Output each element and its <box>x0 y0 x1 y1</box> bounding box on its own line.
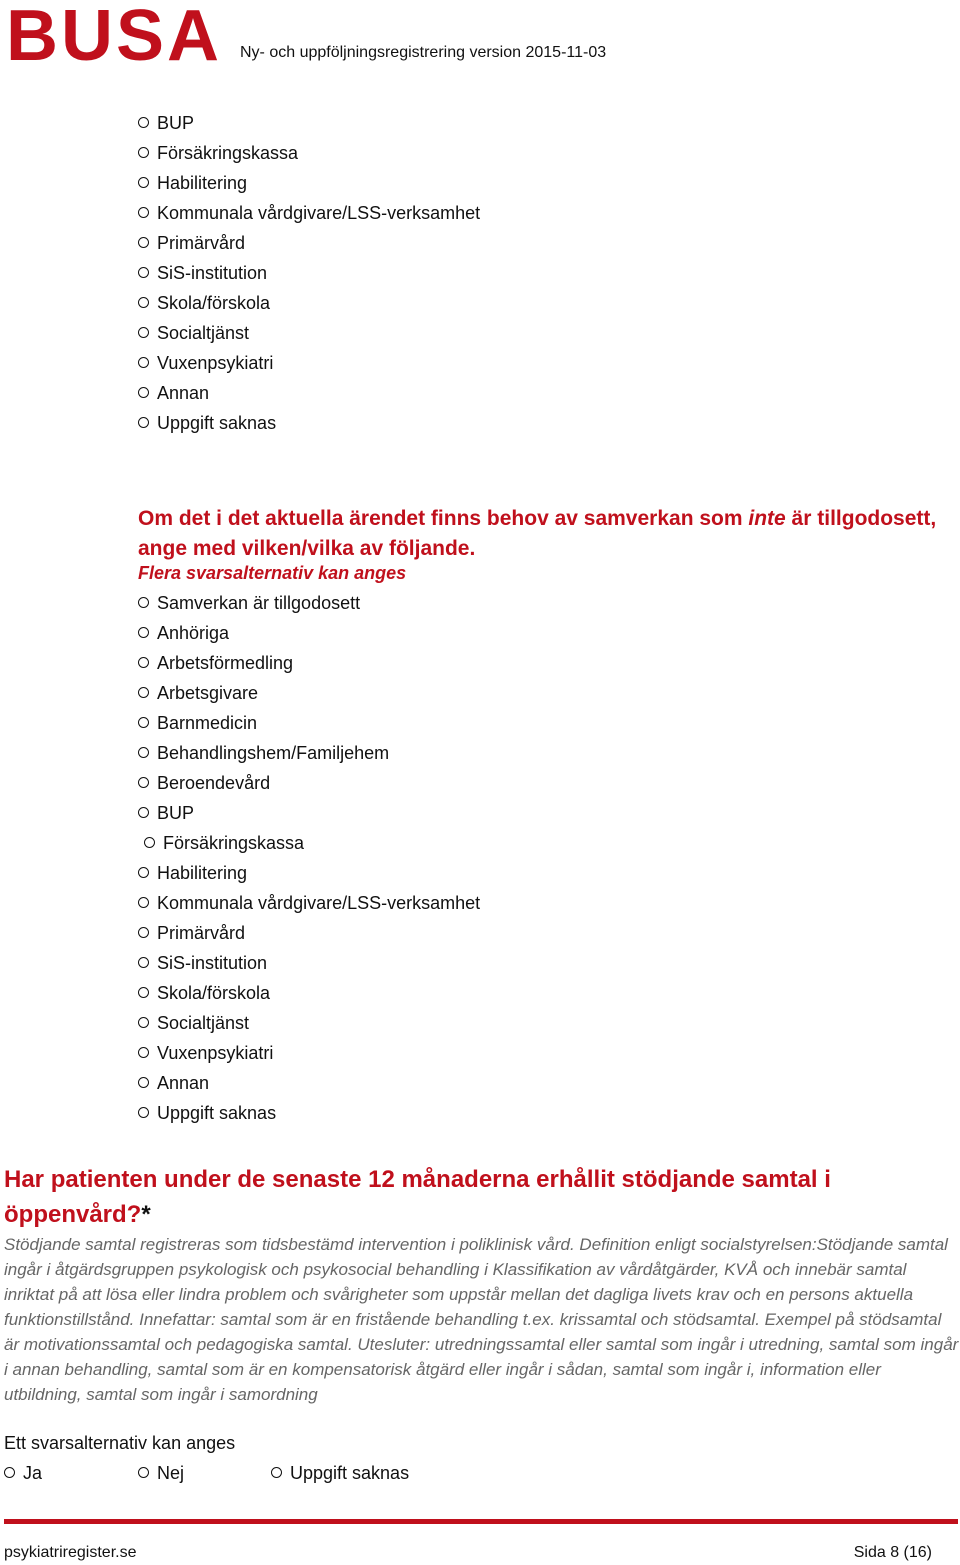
radio-circle-icon[interactable] <box>138 1077 149 1088</box>
question1-title-emphasis: inte <box>748 507 786 530</box>
radio-circle-icon[interactable] <box>271 1467 282 1478</box>
radio-option[interactable] <box>138 112 194 134</box>
radio-option-label: Socialtjänst <box>157 323 250 343</box>
radio-option-label: Försäkringskassa <box>163 833 305 853</box>
radio-option-label: BUP <box>157 803 195 823</box>
radio-option[interactable] <box>138 382 209 404</box>
radio-option-label: BUP <box>157 113 195 133</box>
radio-option[interactable] <box>138 592 360 614</box>
radio-option-label: SiS-institution <box>157 953 268 973</box>
radio-option[interactable] <box>138 232 245 254</box>
radio-option-label: Primärvård <box>157 923 246 943</box>
radio-circle-icon[interactable] <box>138 807 149 818</box>
radio-circle-icon[interactable] <box>138 267 149 278</box>
footer-site: psykiatriregister.se <box>4 1544 137 1561</box>
radio-option-label: Kommunala vårdgivare/LSS-verksamhet <box>157 893 481 913</box>
radio-option-label: Anhöriga <box>157 623 230 643</box>
radio-option-label: Socialtjänst <box>157 1013 250 1033</box>
radio-option-label: Uppgift saknas <box>157 413 277 433</box>
radio-circle-icon[interactable] <box>138 297 149 308</box>
radio-option-label: Samverkan är tillgodosett <box>157 593 361 613</box>
radio-option[interactable] <box>138 172 247 194</box>
radio-circle-icon[interactable] <box>138 957 149 968</box>
radio-option-label: Vuxenpsykiatri <box>157 1043 274 1063</box>
radio-option[interactable] <box>138 892 480 914</box>
radio-circle-icon[interactable] <box>138 177 149 188</box>
radio-option[interactable] <box>138 622 229 644</box>
radio-option-label: Annan <box>157 383 210 403</box>
radio-circle-icon[interactable] <box>138 207 149 218</box>
radio-circle-icon[interactable] <box>138 1017 149 1028</box>
radio-option[interactable] <box>138 802 194 824</box>
radio-circle-icon[interactable] <box>138 237 149 248</box>
radio-option[interactable] <box>4 1462 42 1484</box>
radio-option-label: Uppgift saknas <box>157 1103 277 1123</box>
radio-option[interactable] <box>138 652 293 674</box>
question1-title-end: är tillgodosett, ange med vilken/vilka av följande. <box>138 507 937 560</box>
question2-title <box>4 1162 944 1232</box>
radio-option[interactable] <box>138 862 247 884</box>
radio-option[interactable] <box>138 682 258 704</box>
radio-option-label: Primärvård <box>157 233 246 253</box>
radio-option-label: Skola/förskola <box>157 983 271 1003</box>
radio-option-label: Försäkringskassa <box>157 143 299 163</box>
radio-option[interactable] <box>271 1462 409 1484</box>
radio-option-label: Barnmedicin <box>157 713 258 733</box>
radio-option[interactable] <box>138 1102 276 1124</box>
radio-option-label: Skola/förskola <box>157 293 271 313</box>
question1-hint: Flera svarsalternativ kan anges <box>138 563 407 583</box>
radio-circle-icon[interactable] <box>138 987 149 998</box>
radio-circle-icon[interactable] <box>138 777 149 788</box>
radio-option-label: Arbetsförmedling <box>157 653 294 673</box>
question2-hint: Ett svarsalternativ kan anges <box>4 1433 236 1453</box>
radio-option[interactable] <box>138 1012 249 1034</box>
question1-title-start: Om det i det aktuella ärendet finns behov av samverkan som <box>138 507 749 530</box>
footer-page-number: Sida 8 (16) <box>853 1544 932 1561</box>
radio-option-label: Ja <box>23 1463 43 1483</box>
radio-circle-icon[interactable] <box>138 327 149 338</box>
radio-option-label: Nej <box>157 1463 185 1483</box>
radio-circle-icon[interactable] <box>138 387 149 398</box>
radio-circle-icon[interactable] <box>138 117 149 128</box>
radio-option[interactable] <box>138 712 257 734</box>
question1-title <box>138 504 960 564</box>
radio-option-label: Arbetsgivare <box>157 683 259 703</box>
busa-logo: BUSA <box>6 0 223 76</box>
question2-title-text: Har patienten under de senaste 12 månaderna erhållit stödjande samtal i öppenvård? <box>4 1166 831 1228</box>
radio-option[interactable] <box>144 832 304 854</box>
radio-circle-icon[interactable] <box>138 1047 149 1058</box>
radio-circle-icon[interactable] <box>138 657 149 668</box>
radio-circle-icon[interactable] <box>138 927 149 938</box>
radio-circle-icon[interactable] <box>138 717 149 728</box>
radio-option-label: Kommunala vårdgivare/LSS-verksamhet <box>157 203 481 223</box>
radio-option[interactable] <box>138 982 270 1004</box>
radio-circle-icon[interactable] <box>138 867 149 878</box>
radio-option[interactable] <box>138 1042 273 1064</box>
radio-option[interactable] <box>138 772 270 794</box>
radio-option[interactable] <box>138 1072 209 1094</box>
radio-option-label: Annan <box>157 1073 210 1093</box>
radio-circle-icon[interactable] <box>138 687 149 698</box>
radio-circle-icon[interactable] <box>138 147 149 158</box>
radio-circle-icon[interactable] <box>138 627 149 638</box>
footer-rule <box>4 1519 958 1524</box>
question2-description: Stödjande samtal registreras som tidsbestämd intervention i poliklinisk vård. Definition enligt socialstyrelsen:Stödjande samtal ingår i åtgärdsgruppen psykologisk och psykosocial behandling i Klassifikation av vårdåtgärder, KVÅ och innebär samtal inriktat på att lösa eller lindra problem och svårigheter som uppstår mellan det dagliga livets krav och en persons aktuella funktionstillstånd. Innefattar: samtal som är en fristående behandling t.ex. krissamtal och stödsamtal. Exempel på stödsamtal är motivationssamtal och pedagogiska samtal. Utesluter: utredningssamtal eller samtal som ingår i utredning, samtal som ingår i annan behandling, samtal som är en kompensatorisk åtgärd eller ingår i sådan, samtal som ingår i, information eller utbildning, samtal som ingår i samordning <box>4 1235 959 1404</box>
radio-option-label: Habilitering <box>157 173 248 193</box>
radio-option[interactable] <box>138 262 267 284</box>
radio-option[interactable] <box>138 202 480 224</box>
radio-circle-icon[interactable] <box>144 837 155 848</box>
radio-circle-icon[interactable] <box>138 747 149 758</box>
required-mark: * <box>141 1201 151 1228</box>
radio-circle-icon[interactable] <box>4 1467 15 1478</box>
radio-circle-icon[interactable] <box>138 1467 149 1478</box>
radio-option[interactable] <box>138 292 270 314</box>
radio-option-label: Beroendevård <box>157 773 271 793</box>
radio-option-label: Vuxenpsykiatri <box>157 353 274 373</box>
radio-option[interactable] <box>138 352 273 374</box>
radio-option[interactable] <box>138 142 298 164</box>
radio-circle-icon[interactable] <box>138 1107 149 1118</box>
radio-option-label: Habilitering <box>157 863 248 883</box>
radio-option[interactable] <box>138 1462 184 1484</box>
radio-option[interactable] <box>138 322 249 344</box>
radio-option-label: Uppgift saknas <box>290 1463 410 1483</box>
radio-circle-icon[interactable] <box>138 897 149 908</box>
radio-circle-icon[interactable] <box>138 357 149 368</box>
radio-option[interactable] <box>138 742 389 764</box>
radio-option[interactable] <box>138 412 276 434</box>
radio-circle-icon[interactable] <box>138 417 149 428</box>
radio-circle-icon[interactable] <box>138 597 149 608</box>
radio-option[interactable] <box>138 952 267 974</box>
radio-option[interactable] <box>138 922 245 944</box>
radio-option-label: SiS-institution <box>157 263 268 283</box>
header-subtitle: Ny- och uppföljningsregistrering version 2015-11-03 <box>240 44 607 61</box>
radio-option-label: Behandlingshem/Familjehem <box>157 743 390 763</box>
